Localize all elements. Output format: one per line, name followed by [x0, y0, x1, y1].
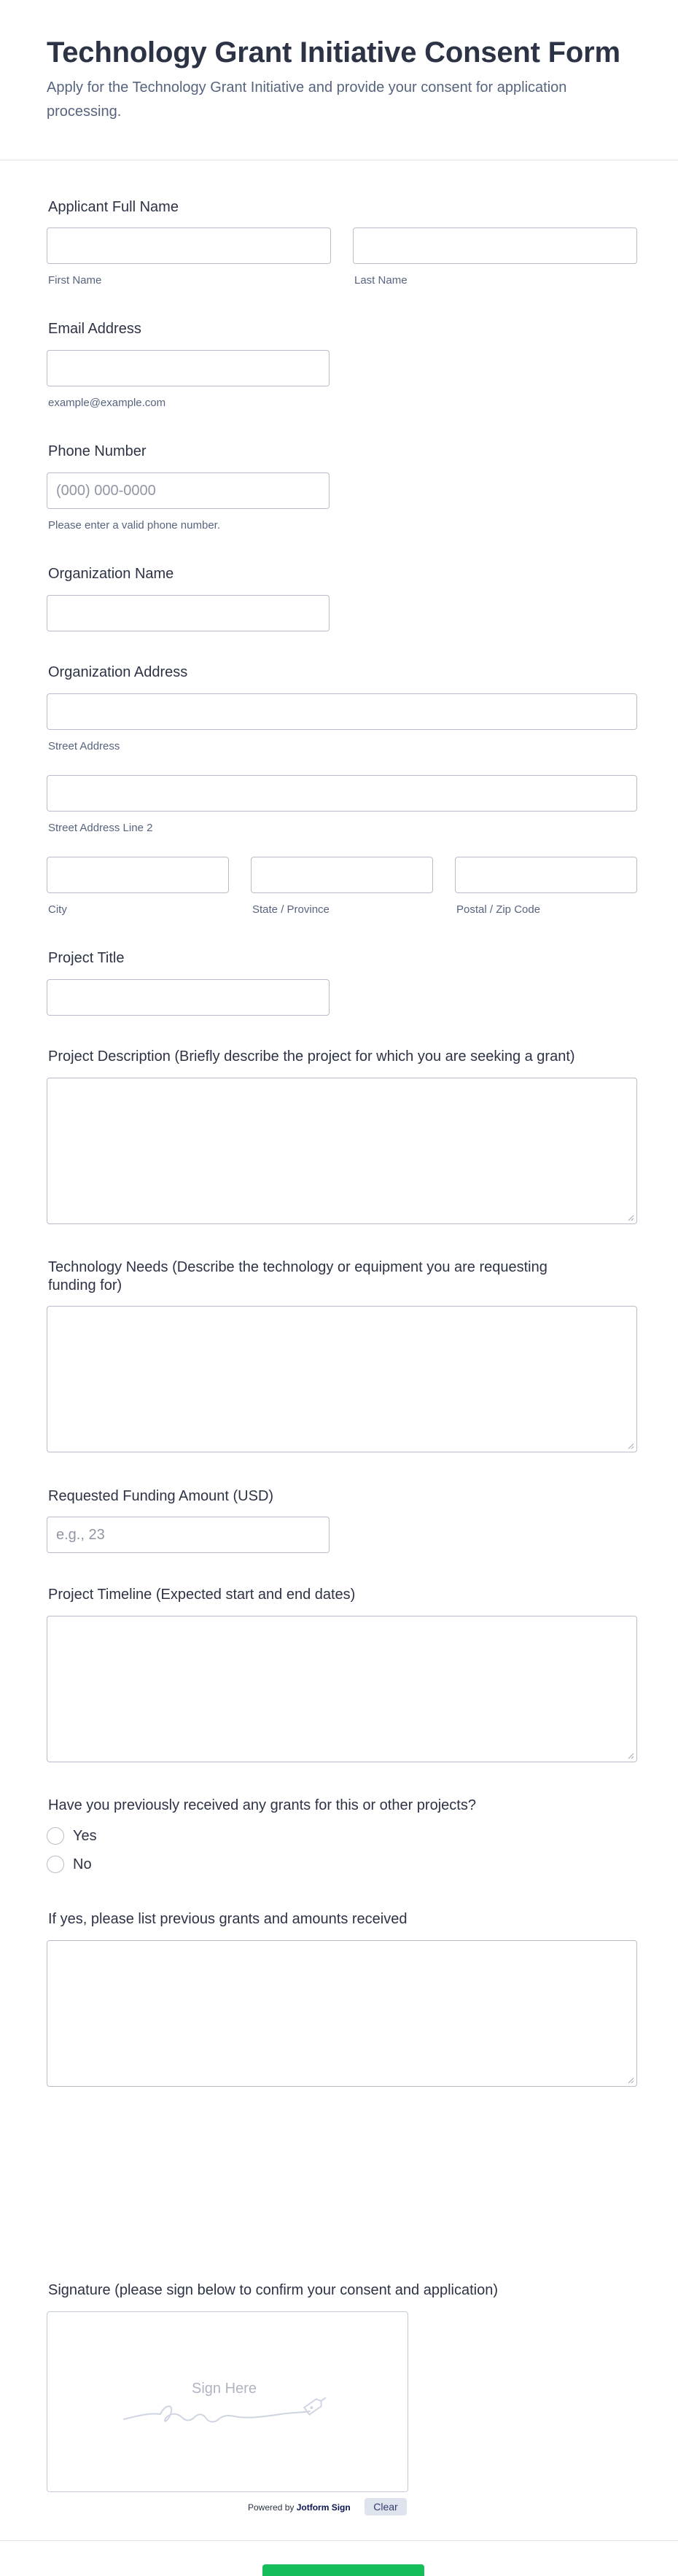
state-input[interactable]	[251, 857, 433, 893]
email-field[interactable]	[47, 350, 330, 386]
requested-funding-label: Requested Funding Amount (USD)	[48, 1488, 274, 1504]
previous-grants-list-label: If yes, please list previous grants and amounts received	[48, 1911, 408, 1927]
first-name-sublabel: First Name	[48, 274, 102, 287]
zip-sublabel: Postal / Zip Code	[456, 903, 541, 916]
project-title-input[interactable]	[47, 979, 330, 1016]
street-address-line2-sublabel: Street Address Line 2	[48, 822, 153, 834]
resize-handle-icon[interactable]	[628, 1443, 634, 1450]
project-description-label: Project Description (Briefly describe the project for which you are seeking a grant)	[48, 1048, 575, 1065]
footer-divider	[0, 2540, 678, 2541]
street-address-input[interactable]	[47, 693, 637, 730]
previous-grants-label: Have you previously received any grants for this or other projects?	[48, 1797, 476, 1813]
form-header	[0, 0, 678, 160]
phone-input[interactable]: (000) 000-0000	[47, 472, 330, 509]
organization-address-label: Organization Address	[48, 664, 188, 680]
state-sublabel: State / Province	[252, 903, 330, 916]
signature-placeholder: Sign Here	[192, 2381, 257, 2397]
radio-no[interactable]	[47, 1856, 64, 1873]
radio-yes-label[interactable]: Yes	[73, 1828, 97, 1844]
jotform-sign-brand[interactable]: Jotform Sign	[296, 2502, 351, 2513]
phone-label: Phone Number	[48, 443, 147, 459]
submit-button[interactable]	[262, 2564, 424, 2576]
technology-needs-label-line1: Technology Needs (Describe the technology or equipment you are requesting	[48, 1259, 548, 1275]
project-timeline-label: Project Timeline (Expected start and end dates)	[48, 1587, 356, 1603]
radio-no-label[interactable]: No	[73, 1856, 92, 1872]
city-sublabel: City	[48, 903, 67, 916]
technology-needs-textarea[interactable]	[47, 1306, 637, 1452]
last-name-input[interactable]	[353, 227, 637, 264]
organization-name-input[interactable]	[47, 595, 330, 631]
project-description-textarea[interactable]	[47, 1078, 637, 1224]
technology-needs-label-line2: funding for)	[48, 1277, 122, 1293]
street-address-sublabel: Street Address	[48, 740, 120, 752]
last-name-sublabel: Last Name	[354, 274, 408, 287]
phone-sublabel: Please enter a valid phone number.	[48, 519, 220, 532]
radio-yes[interactable]	[47, 1827, 64, 1845]
email-label: Email Address	[48, 321, 141, 337]
signature-scribble-icon	[47, 2312, 409, 2493]
full-name-label: Applicant Full Name	[48, 199, 179, 215]
city-input[interactable]	[47, 857, 229, 893]
resize-handle-icon[interactable]	[628, 1215, 634, 1221]
resize-handle-icon[interactable]	[628, 2077, 634, 2084]
street-address-line2-input[interactable]	[47, 775, 637, 812]
previous-grants-list-textarea[interactable]	[47, 1940, 637, 2087]
zip-input[interactable]	[455, 857, 637, 893]
email-sublabel: example@example.com	[48, 397, 166, 409]
project-timeline-textarea[interactable]	[47, 1616, 637, 1762]
requested-funding-input[interactable]: e.g., 23	[47, 1517, 330, 1553]
powered-by-prefix: Powered by	[248, 2502, 295, 2513]
signature-label: Signature (please sign below to confirm your consent and application)	[48, 2282, 499, 2298]
form-title: Technology Grant Initiative Consent Form	[47, 36, 620, 69]
clear-signature-button[interactable]: Clear	[365, 2498, 407, 2515]
signature-pad[interactable]	[47, 2311, 408, 2492]
powered-by-text	[248, 2502, 351, 2513]
project-title-label: Project Title	[48, 950, 125, 966]
organization-name-label: Organization Name	[48, 566, 174, 582]
resize-handle-icon[interactable]	[628, 1753, 634, 1759]
first-name-input[interactable]	[47, 227, 331, 264]
form-subtitle: Apply for the Technology Grant Initiative and provide your consent for application processing.	[47, 79, 567, 120]
